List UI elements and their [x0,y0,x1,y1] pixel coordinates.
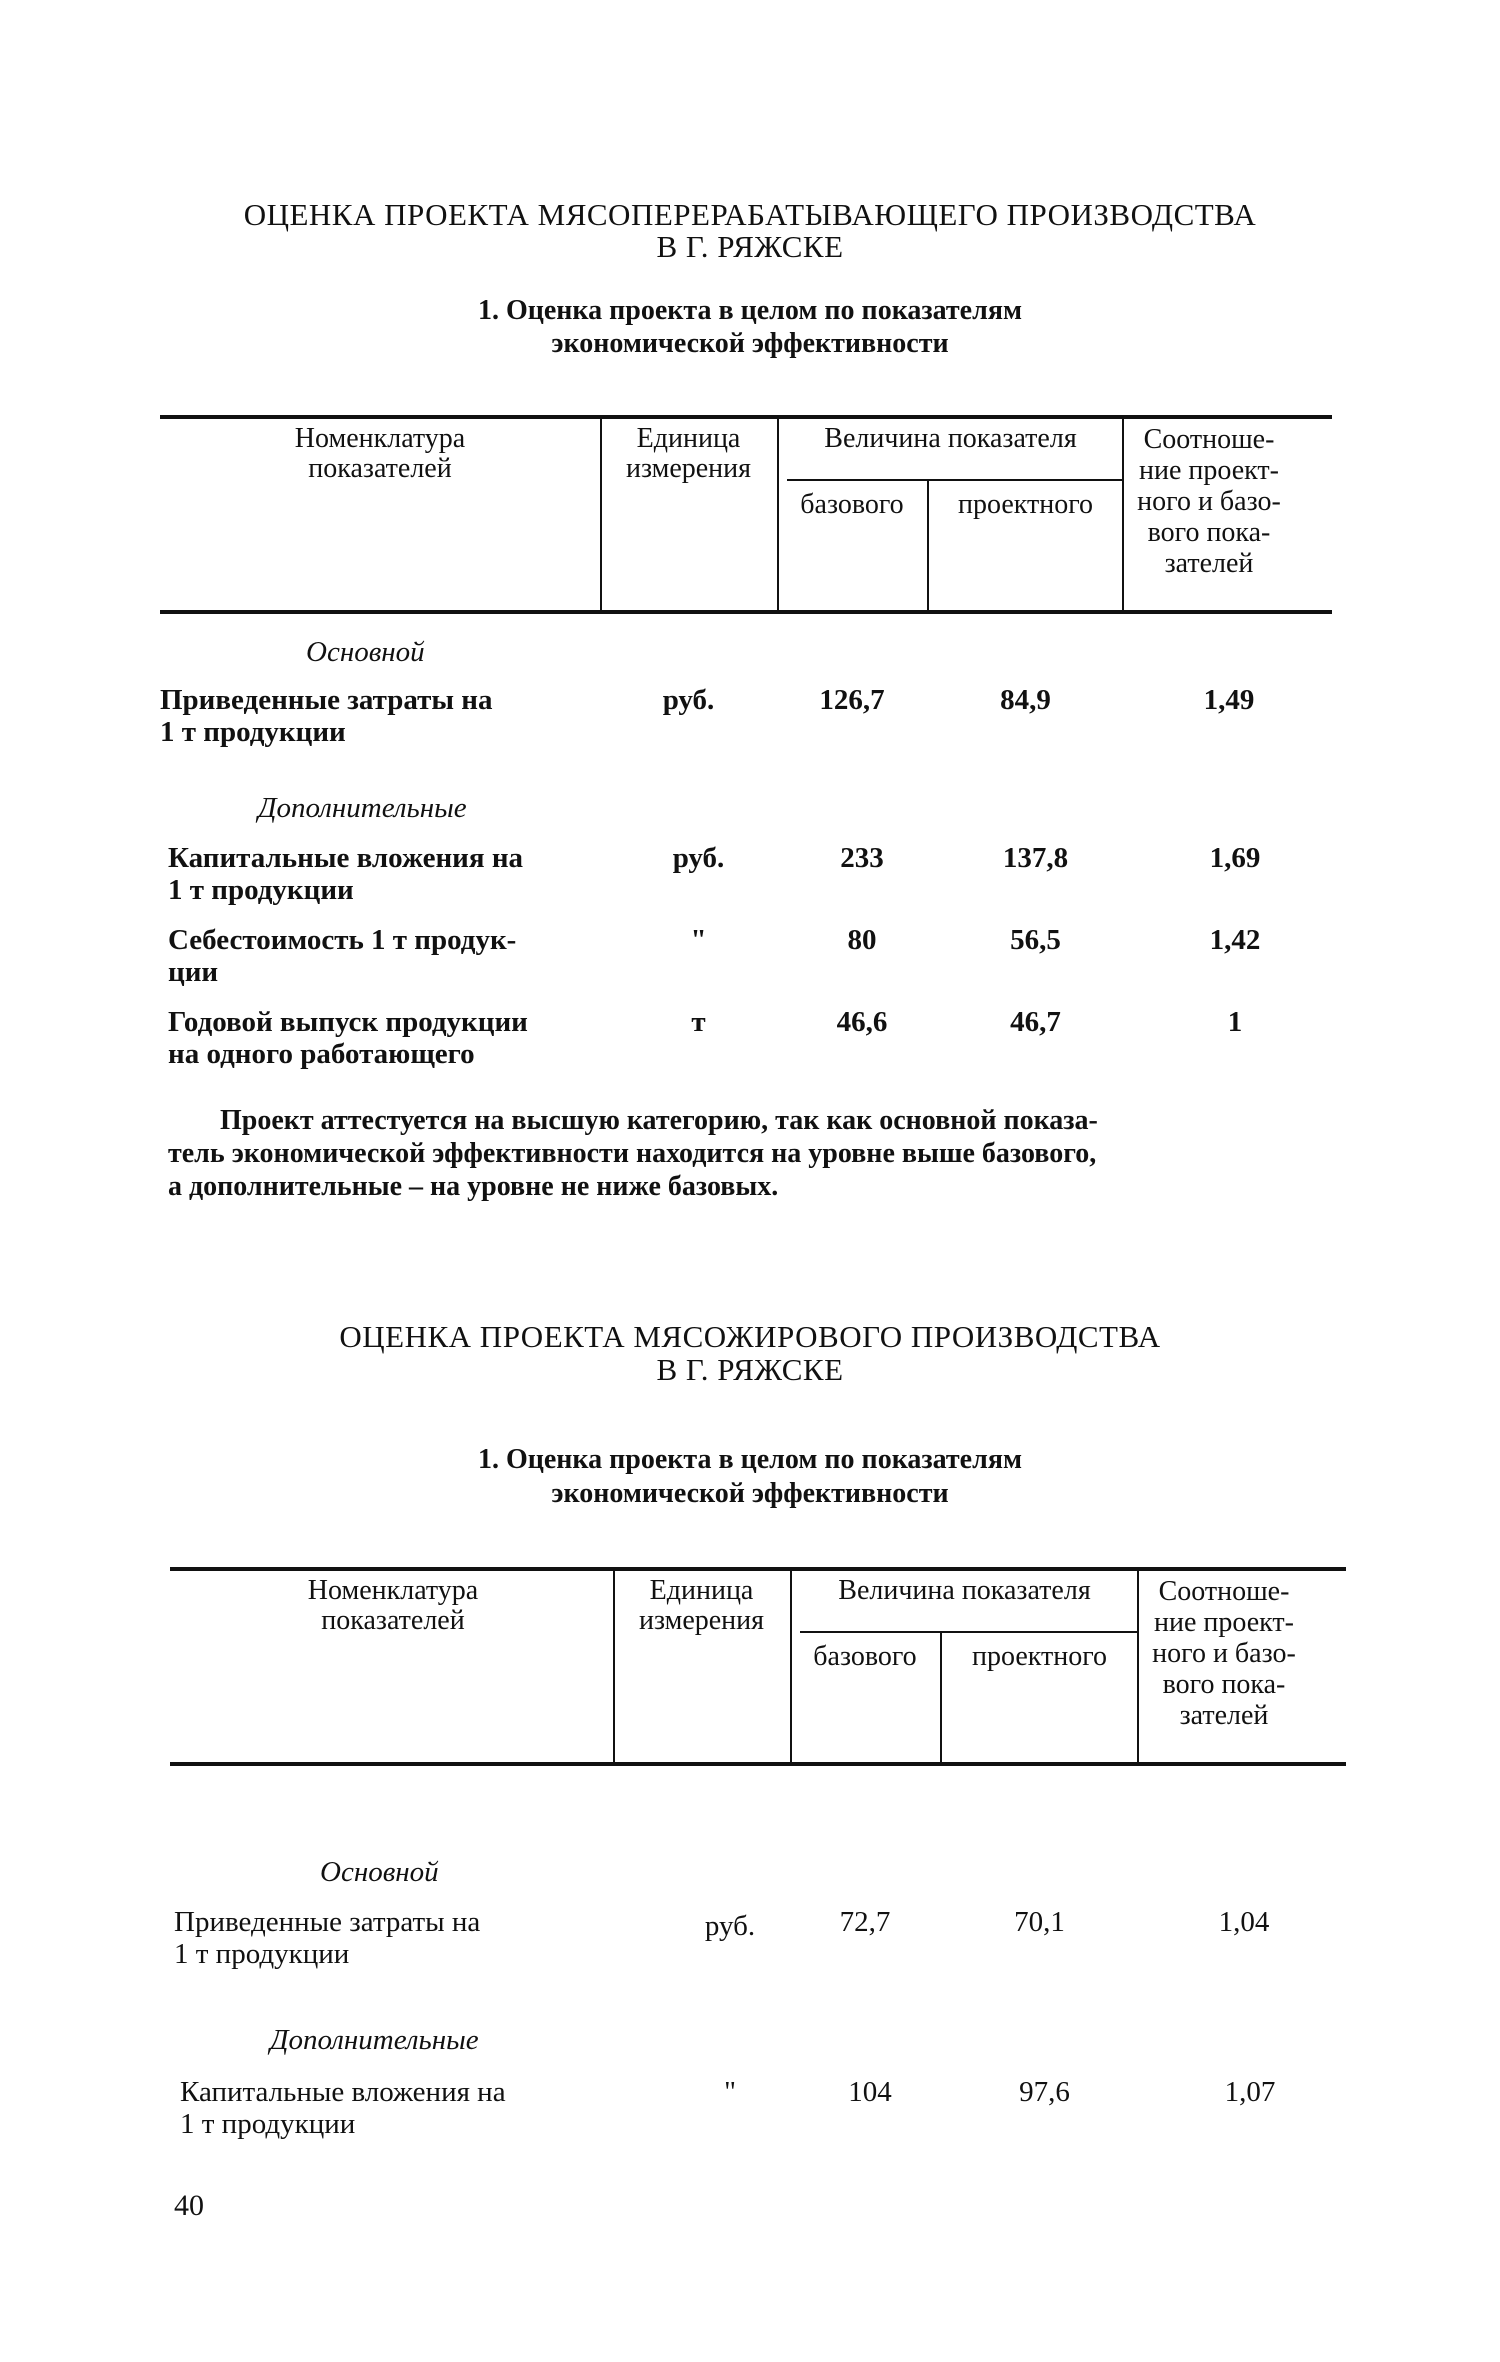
table1-header-project: проектного [958,489,1093,520]
header-ratio-line2: ние проект- [1139,455,1279,486]
section1-conclusion-line2: тель экономической эффективности находится на уровне выше базового, [168,1138,1097,1169]
table1-top-rule [160,415,1332,419]
table2-row-capital [180,2076,620,2140]
section2-subtitle-line1: 1. Оценка проекта в целом по показателям [477,1444,1023,1475]
table1-row-reduced-costs [160,684,580,748]
table2-header-value-group: Величина показателя [838,1575,1091,1606]
table2-header-bottom-rule [170,1762,1346,1766]
section1-subtitle-line2: экономической эффективности [551,328,949,359]
table1-row1-project: 84,9 [1000,684,1051,716]
table1-row1-base: 126,7 [819,684,885,716]
table2-row2-base: 104 [848,2076,892,2108]
table1-row1-ratio: 1,49 [1203,684,1255,716]
header-ratio-line2: ние проект- [1154,1607,1294,1638]
header-nomenclature-line2: показателей [321,1605,465,1636]
table1-row2-base: 233 [840,842,884,874]
table1-row2-ratio: 1,69 [1209,842,1261,874]
table2-row1-base: 72,7 [839,1906,891,1938]
header-unit-line1: Единица [636,423,741,454]
section1-subtitle-line1: 1. Оценка проекта в целом по показателям [477,295,1023,326]
row-name-line1: Капитальные вложения на [168,842,524,874]
table1-row3-project: 56,5 [1010,924,1061,956]
table2-row2-unit: " [724,2076,736,2108]
row-name-line2: 1 т продукции [174,1938,350,1970]
row-name-line1: Годовой выпуск продукции [168,1006,528,1038]
table1-header-unit [600,424,777,484]
section1-title-line1: ОЦЕНКА ПРОЕКТА МЯСОПЕРЕРАБАТЫВАЮЩЕГО ПРОИЗВОДСТВА [243,197,1257,232]
table2-row1-project: 70,1 [1014,1906,1065,1938]
header-ratio-line5: зателей [1164,548,1254,579]
table1-row4-ratio: 1 [1227,1006,1243,1038]
table2-row1-ratio: 1,04 [1218,1906,1270,1938]
row-name-line2: 1 т продукции [160,716,346,748]
header-unit-line2: измерения [638,1605,765,1636]
header-ratio-line4: вого пока- [1147,517,1271,548]
table1-header-base: базового [800,489,904,520]
table1-row4-project: 46,7 [1010,1006,1061,1038]
row-name-line1: Приведенные затраты на [174,1906,481,1938]
row-name-line2: 1 т продукции [180,2108,356,2140]
table2-row-reduced-costs [174,1906,620,1970]
table2-main-label: Основной [320,1856,439,1888]
header-ratio-line5: зателей [1179,1700,1269,1731]
table1-header-bottom-rule [160,610,1332,614]
table1-row1-unit: руб. [662,684,715,716]
table2-header-project: проектного [972,1641,1107,1672]
table1-row4-unit: т [691,1006,706,1038]
section1-title-line2: В Г. РЯЖСКЕ [656,229,844,264]
header-ratio-line4: вого пока- [1162,1669,1286,1700]
table2-header-nomenclature [213,1576,573,1636]
table1-row3-base: 80 [847,924,877,956]
table2-row1-unit: руб. [704,1910,756,1942]
table1-header-ratio [1124,424,1294,579]
header-unit-line2: измерения [625,453,752,484]
table1-main-label: Основной [306,636,425,668]
header-ratio-line3: ного и базо- [1152,1638,1296,1669]
header-nomenclature-line1: Номенклатура [307,1575,479,1606]
header-nomenclature-line2: показателей [308,453,452,484]
table1-extra-label: Дополнительные [258,792,467,824]
row-name-line1: Капитальные вложения на [180,2076,506,2108]
row-name-line2: на одного работающего [168,1038,475,1070]
header-ratio-line3: ного и базо- [1137,486,1281,517]
section2-title-line2: В Г. РЯЖСКЕ [656,1352,844,1387]
table1-row3-unit: " [690,924,707,956]
row-name-line1: Себестоимость 1 т продук- [168,924,517,956]
page-number: 40 [174,2189,204,2222]
table2-header-unit [613,1576,790,1636]
table1-row3-ratio: 1,42 [1209,924,1261,956]
table2-value-group-rule [800,1631,1137,1633]
row-name-line1: Приведенные затраты на [160,684,493,716]
table1-value-group-rule [787,479,1122,481]
table1-header-nomenclature [200,424,560,484]
table1-row2-project: 137,8 [1002,842,1069,874]
table1-row-cost [168,924,612,988]
header-ratio-line1: Соотноше- [1143,424,1275,455]
header-ratio-line1: Соотноше- [1158,1576,1290,1607]
row-name-line2: 1 т продукции [168,874,354,906]
table2-top-rule [170,1567,1346,1571]
table2-row2-ratio: 1,07 [1224,2076,1276,2108]
section1-conclusion-line1: Проект аттестуется на высшую категорию, так как основной показа- [220,1105,1098,1136]
table2-extra-label: Дополнительные [270,2024,479,2056]
section1-conclusion-line3: а дополнительные – на уровне не ниже базовых. [168,1171,779,1202]
table2-header-ratio [1139,1576,1309,1731]
table2-header-base: базового [813,1641,917,1672]
section2-subtitle-line2: экономической эффективности [551,1478,949,1509]
header-nomenclature-line1: Номенклатура [294,423,466,454]
table1-row-output [168,1006,612,1070]
table2-row2-project: 97,6 [1019,2076,1070,2108]
section2-title-line1: ОЦЕНКА ПРОЕКТА МЯСОЖИРОВОГО ПРОИЗВОДСТВА [339,1319,1161,1354]
table1-row-capital [168,842,612,906]
table1-header-value-group: Величина показателя [824,423,1077,454]
table1-row2-unit: руб. [672,842,725,874]
row-name-line2: ции [168,956,219,988]
table1-row4-base: 46,6 [836,1006,888,1038]
header-unit-line1: Единица [649,1575,754,1606]
